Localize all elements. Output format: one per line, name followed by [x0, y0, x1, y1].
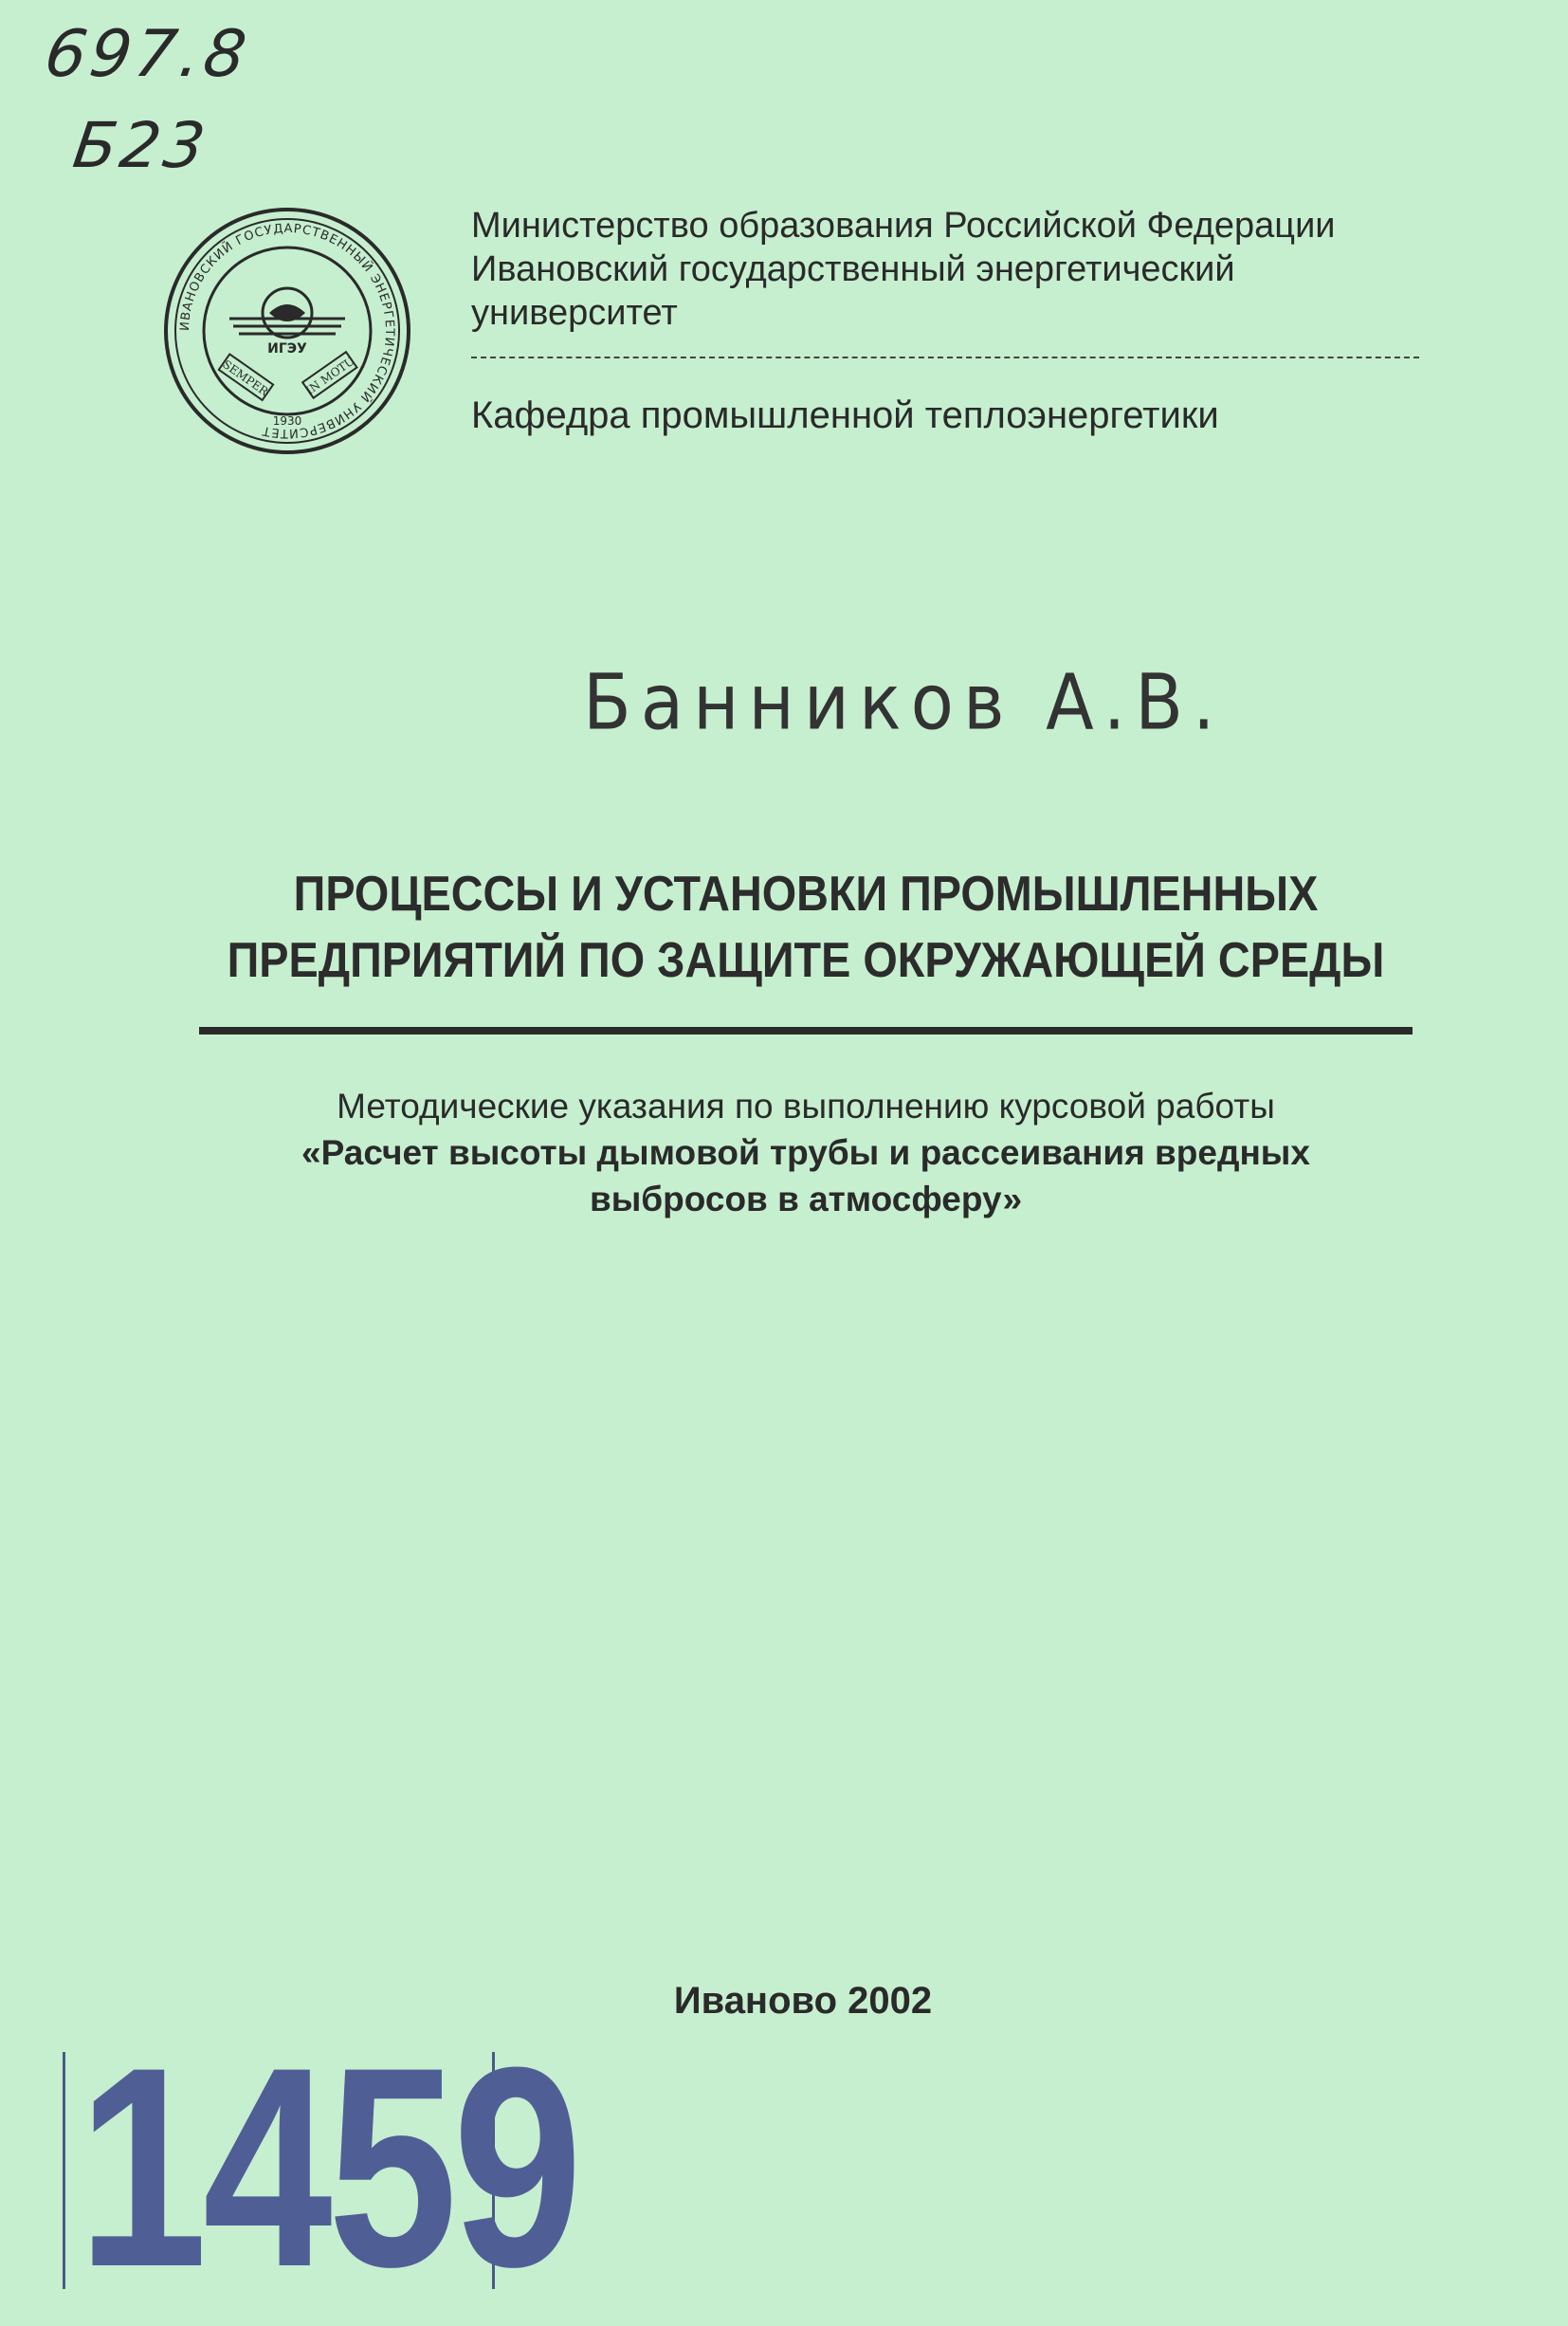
handwritten-call-number-line1: 697.8: [40, 17, 255, 92]
seal-banner-left: SEMPER: [220, 357, 271, 399]
header-university-line1: Ивановский государственный энергетический: [471, 249, 1235, 289]
header-ministry: Министерство образования Российской Федерации: [471, 206, 1336, 246]
seal-banner-right: IN MOTU: [303, 354, 357, 397]
department-name: Кафедра промышленной теплоэнергетики: [471, 394, 1219, 436]
handwritten-author: Банников А.В.: [583, 657, 1225, 748]
seal-year: 1930: [272, 414, 302, 428]
title-divider: [199, 1027, 1413, 1035]
seal-center-text: ИГЭУ: [267, 341, 307, 357]
subtitle-line-1: Методические указания по выполнению курсовой работы: [337, 1087, 1275, 1126]
header-institution: [471, 204, 1486, 335]
header-university-line2: университет: [471, 293, 678, 333]
svg-text:ИВАНОВСКИЙ ГОСУДАРСТВЕННЫЙ ЭНЕ: [178, 222, 396, 440]
handwritten-call-number-line2: Б23: [68, 109, 213, 182]
document-subtitle: [133, 1083, 1479, 1222]
city-year: Иваново 2002: [673, 1980, 933, 2022]
seal-ring-text: ИВАНОВСКИЙ ГОСУДАРСТВЕННЫЙ ЭНЕРГЕТИЧЕСКИЙ УНИВЕРСИТЕТ: [177, 221, 397, 441]
header-divider: [471, 357, 1419, 358]
inventory-stamp-number: 1459: [78, 2007, 578, 2326]
university-seal: [163, 207, 411, 455]
title-line-2: ПРЕДПРИЯТИЙ ПО ЗАЩИТЕ ОКРУЖАЮЩЕЙ СРЕДЫ: [227, 933, 1385, 988]
document-title: [133, 861, 1479, 994]
subtitle-line-3: выбросов в атмосферу»: [589, 1180, 1023, 1218]
title-line-1: ПРОЦЕССЫ И УСТАНОВКИ ПРОМЫШЛЕННЫХ: [293, 867, 1319, 922]
subtitle-line-2: «Расчет высоты дымовой трубы и рассеивания вредных: [301, 1133, 1310, 1172]
